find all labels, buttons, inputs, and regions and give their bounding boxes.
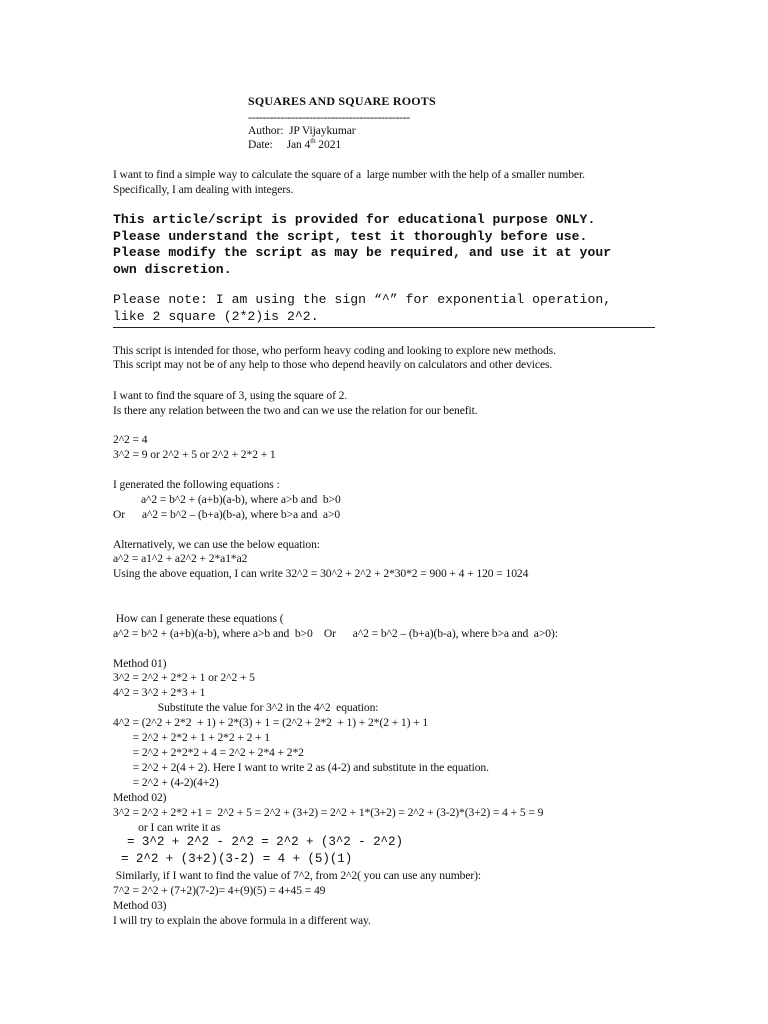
method01-line-2: 4^2 = 3^2 + 2*3 + 1 <box>113 686 206 699</box>
date-prefix: Date: Jan 4 <box>248 138 311 151</box>
method01-line-3: Substitute the value for 3^2 in the 4^2 equation: <box>113 701 379 714</box>
date-superscript: th <box>310 137 316 145</box>
date-line <box>248 138 341 152</box>
method03-heading: Method 03) <box>113 899 167 912</box>
similarly-line-1: Similarly, if I want to find the value of 7^2, from 2^2( you can use any number): <box>113 869 482 882</box>
example-line-2: 3^2 = 9 or 2^2 + 5 or 2^2 + 2*2 + 1 <box>113 448 276 461</box>
method01-line-4: 4^2 = (2^2 + 2*2 + 1) + 2*(3) + 1 = (2^2 + 2*2 + 1) + 2*(2 + 1) + 1 <box>113 716 429 729</box>
goal-line-2: Is there any relation between the two and can we use the relation for our benefit. <box>113 404 478 417</box>
disclaimer-line-4: own discretion. <box>113 261 232 277</box>
method02-mono-line-1: = 3^2 + 2^2 - 2^2 = 2^2 + (3^2 - 2^2) <box>127 835 403 849</box>
title-underline: --------------------------------------------- <box>248 110 410 124</box>
disclaimer-line-3: Please modify the script as may be required, and use it at your <box>113 245 612 260</box>
alternative-heading: Alternatively, we can use the below equation: <box>113 538 320 551</box>
method01-line-7: = 2^2 + 2(4 + 2). Here I want to write 2 as (4-2) and substitute in the equation. <box>113 761 489 774</box>
equation-2: Or a^2 = b^2 – (b+a)(b-a), where b>a and a>0 <box>113 508 341 521</box>
section-divider <box>113 327 655 328</box>
equation-1: a^2 = b^2 + (a+b)(a-b), where a>b and b>0 <box>113 493 341 506</box>
method01-line-6: = 2^2 + 2*2*2 + 4 = 2^2 + 2*4 + 2*2 <box>113 746 304 759</box>
date-suffix: 2021 <box>315 138 342 151</box>
method01-line-1: 3^2 = 2^2 + 2*2 + 1 or 2^2 + 5 <box>113 671 255 684</box>
method02-heading: Method 02) <box>113 791 167 804</box>
disclaimer-line-1: This article/script is provided for educational purpose ONLY. <box>113 212 596 227</box>
intro-line-2: Specifically, I am dealing with integers. <box>113 183 294 196</box>
alternative-equation: a^2 = a1^2 + a2^2 + 2*a1*a2 <box>113 552 248 565</box>
method03-line-1: I will try to explain the above formula in a different way. <box>113 914 371 927</box>
method01-line-8: = 2^2 + (4-2)(4+2) <box>113 776 219 789</box>
method02-line-1: 3^2 = 2^2 + 2*2 +1 = 2^2 + 5 = 2^2 + (3+2) = 2^2 + 1*(3+2) = 2^2 + (3-2)*(3+2) = 4 + 5 = 9 <box>113 806 544 819</box>
disclaimer-line-2: Please understand the script, test it thoroughly before use. <box>113 228 588 244</box>
note-line-1: Please note: I am using the sign “^” for exponential operation, <box>113 292 612 307</box>
similarly-line-2: 7^2 = 2^2 + (7+2)(7-2)= 4+(9)(5) = 4+45 = 49 <box>113 884 326 897</box>
goal-line-1: I want to find the square of 3, using the square of 2. <box>113 389 348 402</box>
method01-heading: Method 01) <box>113 657 167 670</box>
alternative-example: Using the above equation, I can write 32^2 = 30^2 + 2^2 + 2*30*2 = 900 + 4 + 120 = 1024 <box>113 567 529 580</box>
note-line-2: like 2 square (2*2)is 2^2. <box>113 308 319 324</box>
page-title: SQUARES AND SQUARE ROOTS <box>248 94 436 108</box>
method01-line-5: = 2^2 + 2*2 + 1 + 2*2 + 2 + 1 <box>113 731 271 744</box>
method02-line-2: or I can write it as <box>113 821 221 834</box>
author-line: Author: JP Vijaykumar <box>248 124 356 137</box>
audience-line-2: This script may not be of any help to those who depend heavily on calculators and other devices. <box>113 358 553 371</box>
audience-line-1: This script is intended for those, who perform heavy coding and looking to explore new methods. <box>113 344 556 357</box>
generated-heading: I generated the following equations : <box>113 478 280 491</box>
example-line-1: 2^2 = 4 <box>113 433 148 446</box>
intro-line-1: I want to find a simple way to calculate the square of a large number with the help of a smaller number. <box>113 168 585 181</box>
how-line-2: a^2 = b^2 + (a+b)(a-b), where a>b and b>0 Or a^2 = b^2 – (b+a)(b-a), where b>a and a>0): <box>113 627 558 640</box>
how-line-1: How can I generate these equations ( <box>113 612 284 625</box>
method02-mono-line-2: = 2^2 + (3+2)(3-2) = 4 + (5)(1) <box>121 852 353 866</box>
